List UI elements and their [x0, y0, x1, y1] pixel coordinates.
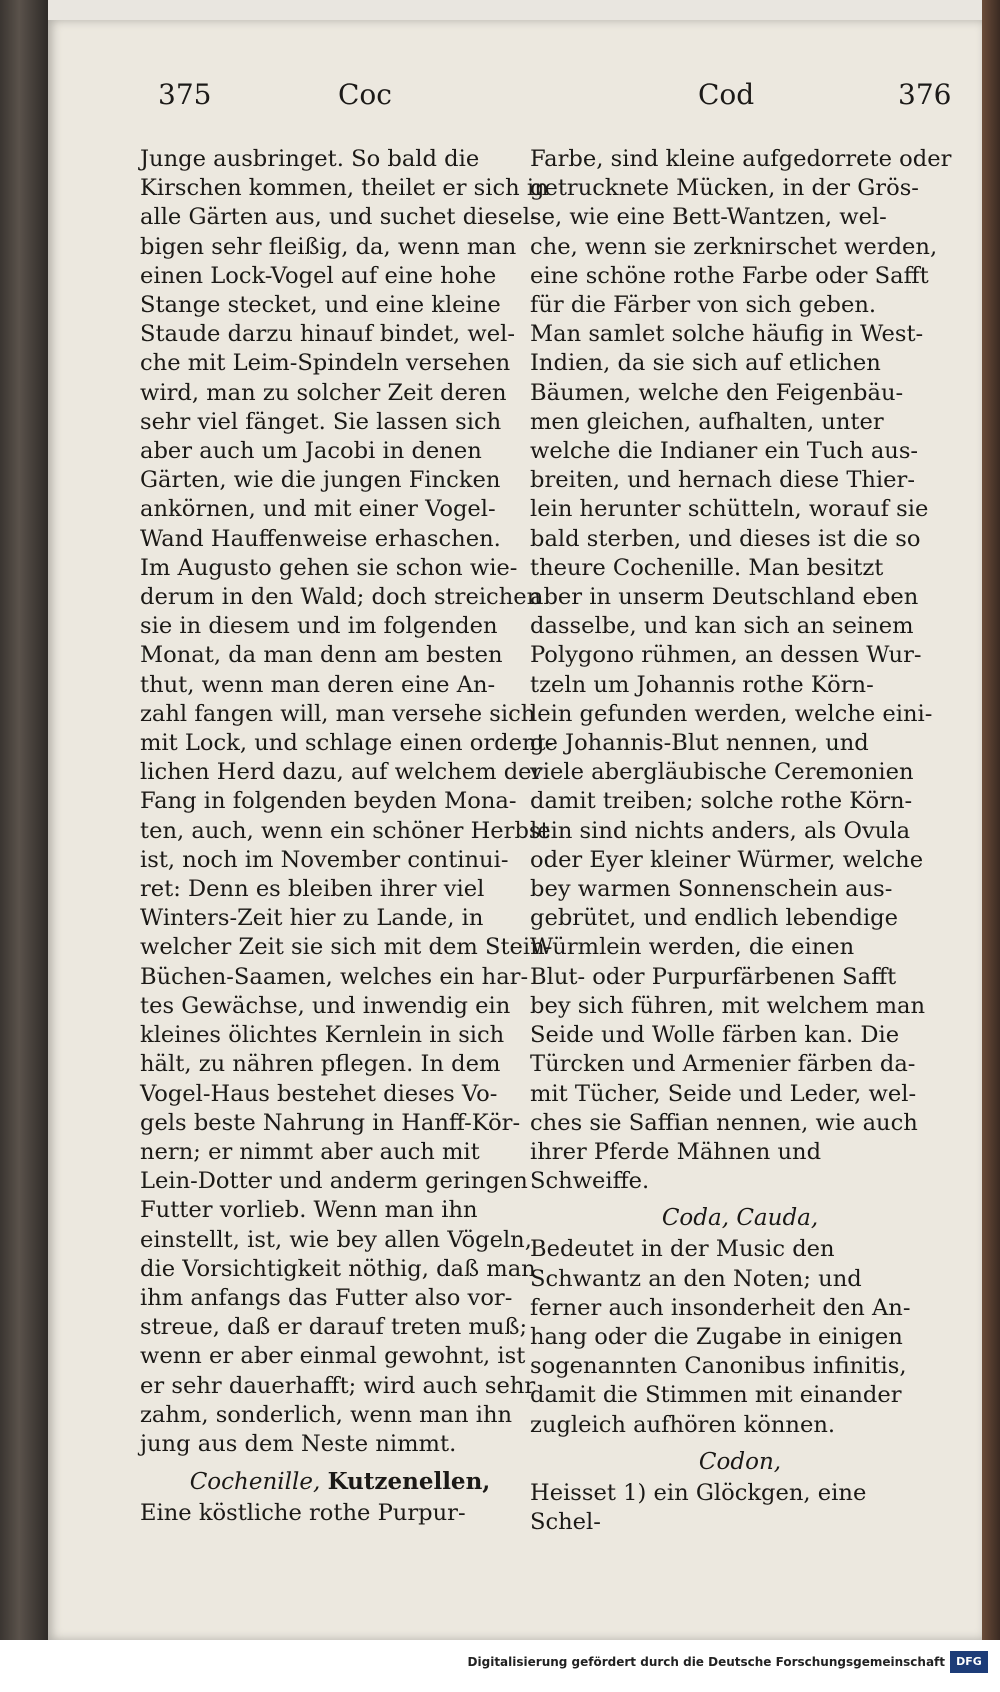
text-line: Fang in folgenden beyden Mona-: [140, 788, 517, 815]
text-line: Würmlein werden, die einen: [530, 934, 855, 961]
book-edge-right: [982, 0, 1000, 1692]
text-line: bey sich führen, mit welchem man: [530, 992, 926, 1019]
text-line: viele abergläubische Ceremonien: [530, 759, 914, 786]
text-line: derum in den Wald; doch streichen: [140, 584, 542, 611]
text-line: ihrer Pferde Mähnen und: [530, 1138, 822, 1165]
text-line: lein sind nichts anders, als Ovula: [530, 817, 911, 844]
heading-german: Kutzenellen,: [327, 1468, 491, 1496]
page-number-left: 375: [158, 78, 212, 111]
text-line: alle Gärten aus, und suchet diesel-: [140, 204, 538, 231]
text-line: Heisset 1) ein Glöckgen, eine: [530, 1479, 867, 1506]
text-line: breiten, und hernach diese Thier-: [530, 467, 915, 494]
text-line: Winters-Zeit hier zu Lande, in: [140, 905, 484, 932]
text-line: nern; er nimmt aber auch mit: [140, 1138, 480, 1165]
text-line: damit die Stimmen mit einander: [530, 1382, 902, 1409]
entry-heading-coda: Coda, Cauda,: [661, 1205, 819, 1232]
text-line: eine schöne rothe Farbe oder Safft: [530, 262, 929, 289]
text-line: gebrütet, und endlich lebendige: [530, 905, 899, 932]
text-line: hang oder die Zugabe in einigen: [530, 1323, 903, 1350]
page-header: [48, 78, 982, 128]
right-column: [530, 145, 950, 1537]
text-line: aber in unserm Deutschland eben: [530, 584, 919, 611]
text-line: die Vorsichtigkeit nöthig, daß man: [140, 1255, 536, 1282]
text-line: ten, auch, wenn ein schöner Herbst: [140, 817, 550, 844]
text-line: Indien, da sie sich auf etlichen: [530, 350, 881, 377]
text-line: kleines ölichtes Kernlein in sich: [140, 1022, 505, 1049]
text-line: lein herunter schütteln, worauf sie: [530, 496, 929, 523]
text-line: einen Lock-Vogel auf eine hohe: [140, 262, 497, 289]
text-line: men gleichen, aufhalten, unter: [530, 408, 884, 435]
text-line: Kirschen kommen, theilet er sich in: [140, 175, 549, 202]
text-line: Farbe, sind kleine aufgedorrete oder: [530, 146, 952, 172]
text-line: zahm, sonderlich, wenn man ihn: [140, 1401, 513, 1428]
text-line: jung aus dem Neste nimmt.: [140, 1430, 457, 1457]
text-line: welcher Zeit sie sich mit dem Stein-: [140, 934, 553, 961]
text-line: Wand Hauffenweise erhaschen.: [140, 525, 501, 552]
text-line: damit treiben; solche rothe Körn-: [530, 788, 913, 815]
right-column-text: [530, 145, 950, 1196]
text-line: Im Augusto gehen sie schon wie-: [140, 554, 518, 581]
text-line: streue, daß er darauf treten muß;: [140, 1314, 528, 1341]
dfg-logo-icon: DFG: [950, 1651, 988, 1673]
text-line: se, wie eine Bett-Wantzen, wel-: [530, 204, 887, 231]
text-line: dasselbe, und kan sich an seinem: [530, 613, 914, 640]
text-line: Bäumen, welche den Feigenbäu-: [530, 379, 904, 406]
text-line: Monat, da man denn am besten: [140, 642, 503, 669]
heading-latin: Cochenille,: [189, 1469, 321, 1496]
left-column-continuation: [140, 1499, 540, 1528]
text-line: che, wenn sie zerknirschet werden,: [530, 233, 938, 260]
text-line: Schel-: [530, 1508, 601, 1535]
text-line: bey warmen Sonnenschein aus-: [530, 876, 893, 903]
text-line: sogenannten Canonibus infinitis,: [530, 1353, 907, 1380]
scanned-page: [48, 20, 982, 1640]
entry-codon-text: [530, 1479, 950, 1537]
text-line: ches sie Saffian nennen, wie auch: [530, 1109, 918, 1136]
text-line: Lein-Dotter und anderm geringen: [140, 1168, 528, 1195]
text-line: Türcken und Armenier färben da-: [530, 1051, 916, 1078]
text-line: einstellt, ist, wie bey allen Vögeln,: [140, 1226, 532, 1253]
entry-heading-codon: Codon,: [698, 1448, 782, 1475]
text-line: wird, man zu solcher Zeit deren: [140, 379, 507, 406]
text-line: bald sterben, und dieses ist die so: [530, 525, 921, 552]
text-line: ge Johannis-Blut nennen, und: [530, 730, 869, 757]
text-line: oder Eyer kleiner Würmer, welche: [530, 846, 924, 873]
text-line: zugleich aufhören können.: [530, 1411, 836, 1438]
digitization-footer: [0, 1640, 1000, 1692]
text-line: tes Gewächse, und inwendig ein: [140, 992, 511, 1019]
text-line: che mit Leim-Spindeln versehen: [140, 350, 511, 377]
text-line: aber auch um Jacobi in denen: [140, 438, 482, 465]
text-line: lein gefunden werden, welche eini-: [530, 700, 933, 727]
book-spine-left: [0, 0, 48, 1692]
text-line: Eine köstliche rothe Purpur-: [140, 1500, 466, 1527]
text-line: zahl fangen will, man versehe sich: [140, 700, 536, 727]
left-column: [140, 145, 554, 1528]
text-line: Schwantz an den Noten; und: [530, 1265, 862, 1292]
text-line: Blut- oder Purpurfärbenen Safft: [530, 963, 897, 990]
text-line: getrucknete Mücken, in der Grös-: [530, 175, 919, 202]
text-line: theure Cochenille. Man besitzt: [530, 554, 884, 581]
text-line: Bedeutet in der Music den: [530, 1236, 835, 1263]
text-line: ihm anfangs das Futter also vor-: [140, 1284, 513, 1311]
footer-credit: Digitalisierung gefördert durch die Deutsche Forschungsgemeinschaft: [467, 1655, 945, 1669]
text-line: Seide und Wolle färben kan. Die: [530, 1022, 900, 1049]
text-line: ret: Denn es bleiben ihrer viel: [140, 876, 485, 903]
text-line: Futter vorlieb. Wenn man ihn: [140, 1197, 478, 1224]
text-line: Gärten, wie die jungen Fincken: [140, 467, 501, 494]
text-line: Schweiffe.: [530, 1168, 650, 1195]
entry-heading-cochenille: [140, 1465, 540, 1499]
text-line: Büchen-Saamen, welches ein har-: [140, 963, 529, 990]
text-line: für die Färber von sich geben.: [530, 292, 877, 319]
text-line: sie in diesem und im folgenden: [140, 613, 498, 640]
text-line: Junge ausbringet. So bald die: [140, 146, 480, 172]
text-line: Man samlet solche häufig in West-: [530, 321, 924, 348]
text-line: welche die Indianer ein Tuch aus-: [530, 438, 919, 465]
text-line: Staude darzu hinauf bindet, wel-: [140, 321, 515, 348]
text-line: thut, wenn man deren eine An-: [140, 671, 496, 698]
text-line: Stange stecket, und eine kleine: [140, 292, 501, 319]
left-column-text: [140, 145, 554, 1459]
text-line: gels beste Nahrung in Hanff-Kör-: [140, 1109, 521, 1136]
catchword-right: Cod: [698, 78, 755, 111]
text-line: ankörnen, und mit einer Vogel-: [140, 496, 496, 523]
text-line: Vogel-Haus bestehet dieses Vo-: [140, 1080, 498, 1107]
text-line: tzeln um Johannis rothe Körn-: [530, 671, 874, 698]
text-line: sehr viel fänget. Sie lassen sich: [140, 408, 502, 435]
text-line: lichen Herd dazu, auf welchem der: [140, 759, 543, 786]
text-line: wenn er aber einmal gewohnt, ist: [140, 1343, 526, 1370]
text-line: ferner auch insonderheit den An-: [530, 1294, 911, 1321]
page-number-right: 376: [898, 78, 952, 111]
text-line: ist, noch im November continui-: [140, 846, 509, 873]
text-line: mit Lock, und schlage einen ordent-: [140, 730, 554, 757]
text-line: bigen sehr fleißig, da, wenn man: [140, 233, 517, 260]
catchword-left: Coc: [338, 78, 392, 111]
text-line: mit Tücher, Seide und Leder, wel-: [530, 1080, 917, 1107]
text-line: Polygono rühmen, an dessen Wur-: [530, 642, 922, 669]
text-line: er sehr dauerhafft; wird auch sehr: [140, 1372, 536, 1399]
text-line: hält, zu nähren pflegen. In dem: [140, 1051, 501, 1078]
entry-coda-text: [530, 1235, 950, 1439]
